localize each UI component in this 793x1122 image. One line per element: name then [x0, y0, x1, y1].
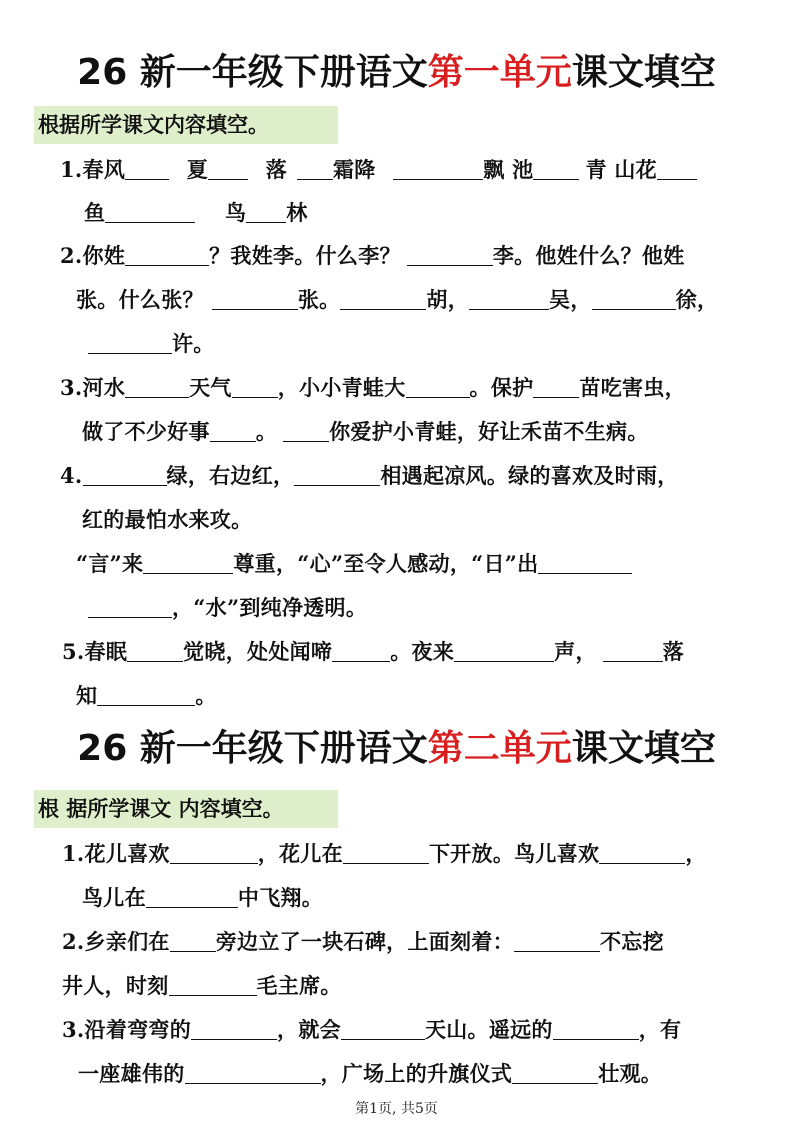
text: 许。	[172, 331, 215, 356]
text: 青 山花	[585, 157, 657, 182]
text: 鱼	[84, 200, 106, 225]
blank[interactable]	[232, 375, 278, 398]
unit1-line-7	[82, 414, 649, 450]
text: 做了不少好事	[82, 419, 210, 444]
text: 落	[662, 639, 685, 664]
blank[interactable]	[393, 157, 483, 180]
blank[interactable]	[454, 639, 554, 662]
text: 吴，	[549, 287, 592, 312]
unit1-line-11	[88, 590, 367, 626]
text: 天气	[189, 375, 232, 400]
unit2-title	[0, 726, 793, 772]
unit2-line-4	[62, 968, 342, 1004]
blank[interactable]	[514, 929, 600, 952]
blank[interactable]	[603, 639, 663, 662]
blank[interactable]	[469, 287, 549, 310]
text: 井人，时刻	[62, 973, 169, 998]
unit1-line-12	[62, 634, 684, 670]
unit1-instruction: 根据所学课文内容填空。	[34, 106, 338, 144]
blank[interactable]	[105, 200, 195, 223]
text: 觉晓，处处闻啼	[183, 639, 333, 664]
text: ，广场上的升旗仪式	[320, 1061, 513, 1086]
text: 张。什么张？	[76, 287, 204, 312]
text: 鸟	[224, 200, 247, 225]
blank[interactable]	[125, 243, 209, 266]
blank[interactable]	[125, 157, 169, 180]
text: 1.春风	[60, 157, 126, 182]
text: 相遇起凉风。绿的喜欢及时雨，	[380, 463, 679, 488]
unit2-line-3	[62, 924, 664, 960]
blank[interactable]	[332, 639, 390, 662]
text: 。	[195, 683, 217, 708]
text: 你爱护小青蛙，好让禾苗不生病。	[329, 419, 649, 444]
unit1-line-6	[60, 370, 686, 406]
blank[interactable]	[185, 1061, 321, 1084]
unit1-title	[0, 50, 793, 96]
text: 知	[76, 683, 98, 708]
text: ，	[685, 841, 707, 866]
text: 1.花儿喜欢	[62, 841, 170, 866]
text: 毛主席。	[256, 973, 342, 998]
text: ，有	[638, 1017, 682, 1042]
blank[interactable]	[592, 287, 676, 310]
text: 夏	[186, 157, 209, 182]
text: 天山。遥远的	[424, 1017, 553, 1042]
blank[interactable]	[341, 1017, 425, 1040]
blank[interactable]	[599, 841, 685, 864]
unit2-line-6	[78, 1056, 662, 1092]
unit1-line-10	[76, 546, 632, 582]
unit2-title-suffix: 课文填空	[571, 728, 716, 769]
unit1-line-2	[84, 195, 308, 231]
blank[interactable]	[169, 973, 257, 996]
blank[interactable]	[246, 200, 286, 223]
text: 3.沿着弯弯的	[62, 1017, 192, 1042]
text: ，“水”到纯净透明。	[172, 595, 368, 620]
unit2-title-main: 26 新一年级下册语文	[77, 728, 428, 769]
blank[interactable]	[97, 683, 195, 706]
blank[interactable]	[406, 375, 470, 398]
blank[interactable]	[127, 639, 183, 662]
blank[interactable]	[170, 929, 216, 952]
text: 胡，	[426, 287, 470, 312]
unit1-line-5	[88, 326, 215, 362]
text: “言”来	[76, 551, 144, 576]
text: 。保护	[469, 375, 534, 400]
text: 尊重，“心”至令人感动，“日”出	[233, 551, 539, 576]
blank[interactable]	[210, 419, 256, 442]
text: 徐，	[675, 287, 719, 312]
text: 林	[286, 200, 308, 225]
text: ，花儿在	[257, 841, 343, 866]
unit1-line-8	[60, 458, 679, 494]
text: 红的最怕水来攻。	[82, 507, 253, 532]
blank[interactable]	[143, 551, 233, 574]
blank[interactable]	[533, 375, 579, 398]
text: 2.乡亲们在	[62, 929, 170, 954]
page-number: 第1页, 共5页	[355, 1101, 438, 1117]
blank[interactable]	[343, 841, 429, 864]
blank[interactable]	[125, 375, 189, 398]
unit1-title-main: 26 新一年级下册语文	[77, 52, 428, 93]
blank[interactable]	[533, 157, 579, 180]
unit1-line-9	[82, 502, 252, 538]
text: 下开放。鸟儿喜欢	[428, 841, 600, 866]
text: 旁边立了一块石碑，上面刻着：	[215, 929, 514, 954]
blank[interactable]	[283, 419, 329, 442]
unit1-line-13	[76, 678, 217, 714]
blank[interactable]	[297, 157, 333, 180]
blank[interactable]	[294, 463, 380, 486]
unit1-line-4	[76, 282, 718, 318]
text: ，就会	[277, 1017, 341, 1042]
unit2-line-1	[62, 836, 707, 872]
text: 4.	[60, 463, 83, 488]
text: 一座雄伟的	[78, 1061, 185, 1086]
text: 绿，右边红，	[166, 463, 295, 488]
text: 霜降	[333, 157, 376, 182]
blank[interactable]	[146, 885, 238, 908]
unit1-title-suffix: 课文填空	[571, 52, 716, 93]
blank[interactable]	[407, 243, 493, 266]
unit1-line-1	[60, 152, 697, 188]
text: 。夜来	[390, 639, 455, 664]
blank[interactable]	[553, 1017, 639, 1040]
text: 。	[255, 419, 278, 444]
unit1-title-highlight: 第一单元	[427, 52, 572, 93]
blank[interactable]	[212, 287, 298, 310]
text: 5.春眠	[62, 639, 128, 664]
text: 李。他姓什么？他姓	[492, 243, 685, 268]
text: 飘 池	[483, 157, 534, 182]
blank[interactable]	[170, 841, 258, 864]
blank[interactable]	[208, 157, 248, 180]
blank[interactable]	[83, 463, 167, 486]
unit2-instruction: 根 据所学课文 内容填空。	[34, 790, 338, 828]
text: ，小小青蛙大	[277, 375, 406, 400]
text: 苗吃害虫，	[579, 375, 686, 400]
blank[interactable]	[657, 157, 697, 180]
text: 鸟儿在	[82, 885, 146, 910]
text: 壮观。	[598, 1061, 663, 1086]
text: 中飞翔。	[237, 885, 324, 910]
text: 2.你姓	[60, 243, 126, 268]
text: 不忘挖	[599, 929, 664, 954]
text: 3.河水	[60, 375, 126, 400]
blank[interactable]	[191, 1017, 277, 1040]
unit1-line-3	[60, 238, 685, 274]
text: 落	[265, 157, 287, 182]
text: 声，	[554, 639, 597, 664]
blank[interactable]	[538, 551, 632, 574]
blank[interactable]	[88, 595, 172, 618]
blank[interactable]	[340, 287, 426, 310]
unit2-line-2	[82, 880, 323, 916]
text: 张。	[297, 287, 341, 312]
unit2-line-5	[62, 1012, 681, 1048]
unit2-title-highlight: 第二单元	[427, 728, 572, 769]
blank[interactable]	[88, 331, 172, 354]
text: ？我姓李。什么李？	[209, 243, 401, 268]
blank[interactable]	[512, 1061, 598, 1084]
